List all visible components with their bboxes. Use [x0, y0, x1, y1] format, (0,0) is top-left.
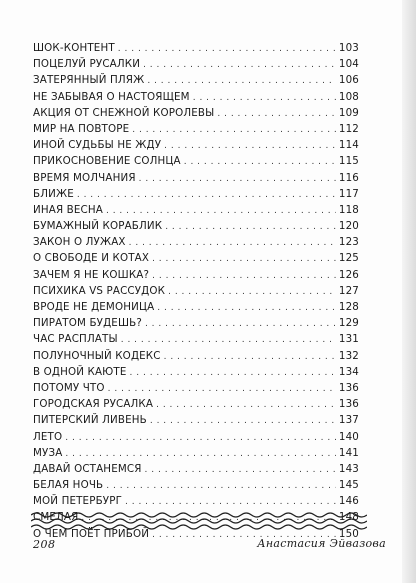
toc-entry-page: 143 — [338, 462, 359, 475]
toc-entry-page: 141 — [338, 446, 359, 459]
toc-entry-page: 140 — [338, 430, 359, 443]
dot-leader — [132, 121, 336, 137]
toc-entry — [33, 412, 359, 428]
toc-entry-page: 136 — [338, 398, 359, 411]
toc-entry-page: 126 — [338, 268, 359, 281]
toc-entry-page: 123 — [338, 236, 359, 249]
table-of-contents — [33, 40, 359, 542]
toc-entry-page: 109 — [338, 106, 359, 119]
toc-entry-title: ЗАЧЕМ Я НЕ КОШКА? — [33, 268, 150, 281]
dot-leader — [184, 153, 336, 169]
page-number: 208 — [33, 538, 56, 551]
dot-leader — [157, 299, 336, 315]
toc-entry-page: 125 — [338, 252, 359, 265]
toc-entry-page: 128 — [338, 301, 359, 313]
toc-entry — [33, 56, 359, 72]
toc-entry-page: 136 — [338, 381, 359, 394]
dot-leader — [77, 186, 336, 202]
toc-entry-title: ИНОЙ СУДЬБЫ НЕ ЖДУ — [33, 139, 162, 152]
toc-entry-title: О ЧЕМ ПОЁТ ПРИБОЙ — [33, 527, 150, 540]
toc-entry-page: 131 — [338, 333, 359, 346]
toc-entry-title: ВРЕМЯ МОЛЧАНИЯ — [33, 171, 136, 184]
toc-entry-title: ВРОДЕ НЕ ДЕМОНИЦА — [33, 301, 155, 313]
toc-entry — [33, 396, 359, 412]
dot-leader — [143, 56, 336, 72]
dot-leader — [121, 331, 336, 347]
toc-entry — [33, 461, 359, 477]
toc-entry-title: БЕЛАЯ НОЧЬ — [33, 479, 104, 492]
toc-entry-page: 129 — [338, 317, 359, 330]
dot-leader — [165, 218, 336, 234]
toc-entry — [33, 186, 359, 202]
toc-entry-page: 120 — [338, 220, 359, 233]
toc-entry-page: 103 — [338, 42, 359, 54]
wave-divider-icon — [31, 510, 367, 532]
toc-entry-page: 150 — [338, 527, 359, 540]
dot-leader — [152, 250, 336, 266]
toc-entry-page: 148 — [338, 511, 359, 524]
dot-leader — [152, 267, 336, 283]
toc-entry-page: 108 — [338, 90, 359, 103]
dot-leader — [145, 315, 336, 331]
toc-entry-title: ЧАС РАСПЛАТЫ — [33, 333, 118, 346]
toc-entry-title: МИР НА ПОВТОРЕ — [33, 122, 130, 135]
toc-entry — [33, 170, 359, 186]
toc-entry-page: 132 — [338, 349, 359, 362]
toc-entry-title: ПОТОМУ ЧТО — [33, 381, 105, 394]
dot-leader — [106, 477, 336, 493]
dot-leader — [150, 412, 336, 428]
toc-entry — [33, 218, 359, 234]
dot-leader — [145, 461, 336, 477]
toc-entry — [33, 40, 359, 56]
toc-entry — [33, 331, 359, 347]
dot-leader — [118, 40, 336, 56]
toc-entry-page: 118 — [338, 203, 359, 216]
toc-entry-title: ГОРОДСКАЯ РУСАЛКА — [33, 398, 154, 411]
toc-entry-title: ЗАТЕРЯННЫЙ ПЛЯЖ — [33, 74, 145, 87]
toc-entry-title: ПОЛУНОЧНЫЙ КОДЕКС — [33, 349, 161, 362]
dot-leader — [130, 364, 336, 380]
toc-entry — [33, 348, 359, 364]
dot-leader — [168, 283, 336, 299]
toc-entry — [33, 267, 359, 283]
toc-entry — [33, 234, 359, 250]
toc-entry-title: О СВОБОДЕ И КОТАХ — [33, 252, 150, 265]
toc-entry-page: 104 — [338, 58, 359, 71]
toc-entry-page: 145 — [338, 479, 359, 492]
dot-leader — [106, 202, 336, 218]
toc-entry — [33, 445, 359, 461]
toc-entry-title: СМЕЛАЯ — [33, 511, 79, 524]
dot-leader — [193, 89, 336, 105]
toc-entry-title: МУЗА — [33, 446, 63, 459]
dot-leader — [129, 234, 336, 250]
toc-entry-page: 134 — [338, 365, 359, 378]
toc-entry — [33, 137, 359, 153]
toc-entry — [33, 121, 359, 137]
toc-entry-title: ПРИКОСНОВЕНИЕ СОЛНЦА — [33, 155, 181, 168]
toc-entry-title: ПСИХИКА VS РАССУДОК — [33, 284, 166, 297]
toc-entry-title: БЛИЖЕ — [33, 187, 74, 200]
toc-entry-title: НЕ ЗАБЫВАЯ О НАСТОЯЩЕМ — [33, 90, 190, 103]
toc-entry — [33, 477, 359, 493]
toc-entry-page: 137 — [338, 414, 359, 427]
toc-entry — [33, 105, 359, 121]
dot-leader — [65, 445, 335, 461]
dot-leader — [65, 429, 336, 445]
dot-leader — [164, 348, 336, 364]
dot-leader — [217, 105, 336, 121]
toc-entry-title: ПОЦЕЛУЙ РУСАЛКИ — [33, 58, 141, 71]
toc-entry-title: ЛЕТО — [33, 430, 63, 443]
toc-entry-title: ИНАЯ ВЕСНА — [33, 203, 103, 216]
dot-leader — [139, 170, 336, 186]
dot-leader — [147, 72, 336, 88]
toc-entry-page: 106 — [338, 74, 359, 87]
toc-entry — [33, 72, 359, 88]
toc-entry — [33, 380, 359, 396]
toc-entry-page: 116 — [338, 171, 359, 184]
toc-entry-title: ШОК-КОНТЕНТ — [33, 42, 115, 54]
toc-entry-page: 112 — [338, 122, 359, 135]
toc-entry — [33, 429, 359, 445]
toc-entry-title: ДАВАЙ ОСТАНЕМСЯ — [33, 462, 142, 475]
toc-entry-title: ПИТЕРСКИЙ ЛИВЕНЬ — [33, 414, 147, 427]
toc-entry — [33, 299, 359, 315]
toc-entry — [33, 283, 359, 299]
toc-entry-page: 115 — [338, 155, 359, 168]
author-name: Анастасия Эйвазова — [257, 537, 386, 550]
toc-entry-page: 114 — [338, 139, 359, 152]
dot-leader — [108, 380, 336, 396]
dot-leader — [156, 396, 336, 412]
toc-entry-title: АКЦИЯ ОТ СНЕЖНОЙ КОРОЛЕВЫ — [33, 106, 215, 119]
toc-entry-title: ЗАКОН О ЛУЖАХ — [33, 236, 126, 249]
toc-entry-page: 127 — [338, 284, 359, 297]
toc-entry — [33, 202, 359, 218]
dot-leader — [125, 493, 336, 509]
dot-leader — [164, 137, 336, 153]
page-edge-shadow — [402, 0, 416, 583]
toc-entry — [33, 153, 359, 169]
toc-entry — [33, 250, 359, 266]
toc-entry — [33, 89, 359, 105]
toc-entry-page: 146 — [338, 495, 359, 508]
toc-entry-page: 117 — [338, 187, 359, 200]
toc-entry-title: В ОДНОЙ КАЮТЕ — [33, 365, 127, 378]
toc-entry — [33, 493, 359, 509]
toc-entry — [33, 315, 359, 331]
toc-entry-title: ПИРАТОМ БУДЕШЬ? — [33, 317, 142, 330]
toc-entry-title: БУМАЖНЫЙ КОРАБЛИК — [33, 220, 163, 233]
toc-entry — [33, 364, 359, 380]
toc-entry-title: МОЙ ПЕТЕРБУРГ — [33, 495, 122, 508]
